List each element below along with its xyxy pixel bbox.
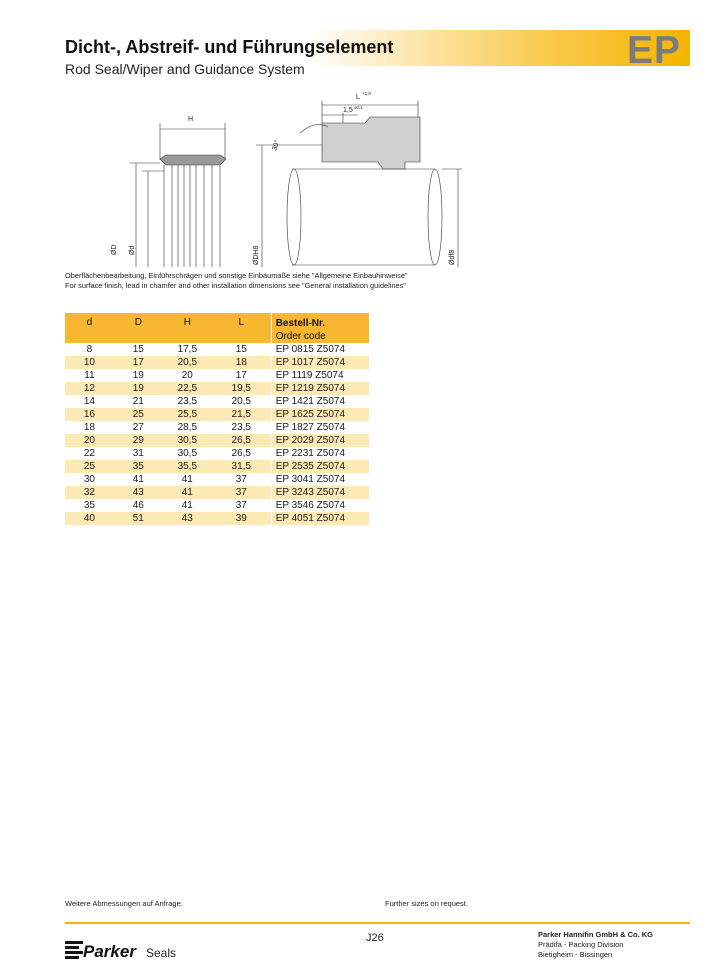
cell-order-code: EP 2029 Z5074 bbox=[271, 434, 369, 447]
cell-D: 46 bbox=[132, 500, 144, 511]
cell-D: 31 bbox=[132, 448, 144, 459]
cell-L: 20,5 bbox=[231, 396, 251, 407]
cell-order-code: EP 1827 Z5074 bbox=[271, 421, 369, 434]
dim-step-label: 1,5 bbox=[343, 107, 353, 114]
cell-L: 19,5 bbox=[212, 382, 271, 395]
page-title: Dicht-, Abstreif- und Führungselement bbox=[65, 37, 394, 57]
dim-H-label: H bbox=[188, 116, 194, 123]
logo-seals-text: Seals bbox=[146, 946, 177, 960]
cell-order-code: EP 1017 Z5074 bbox=[271, 356, 369, 369]
table-row bbox=[65, 395, 369, 408]
parker-logo bbox=[65, 938, 145, 962]
installation-note-de: Oberflächenbearbeitung, Einführschrägen und sonstige Einbaumaße siehe "Allgemeine Einbauhinweise" bbox=[65, 271, 408, 280]
technical-drawing bbox=[60, 85, 480, 275]
cell-order-code: EP 3243 Z5074 bbox=[271, 486, 369, 499]
cell-H: 43 bbox=[163, 512, 212, 525]
table-row bbox=[65, 408, 369, 421]
installation-note bbox=[65, 271, 408, 291]
cell-D: 15 bbox=[132, 344, 144, 355]
cell-L: 23,5 bbox=[231, 422, 251, 433]
page-number: J26 bbox=[366, 932, 384, 944]
cell-H: 30,5 bbox=[163, 434, 212, 447]
cell-H: 35,5 bbox=[163, 460, 212, 473]
cell-D: 17 bbox=[114, 356, 163, 369]
cell-d: 35 bbox=[83, 500, 95, 511]
cell-order-code: EP 1421 Z5074 bbox=[271, 395, 369, 408]
cell-d: 12 bbox=[65, 382, 114, 395]
cell-L: 26,5 bbox=[212, 434, 271, 447]
table-row bbox=[65, 486, 369, 499]
company-name: Parker Hannifin GmbH & Co. KG bbox=[538, 930, 654, 939]
cell-d: 20 bbox=[65, 434, 114, 447]
cell-D: 51 bbox=[114, 512, 163, 525]
cell-D: 29 bbox=[114, 434, 163, 447]
cell-H: 41 bbox=[181, 500, 193, 511]
cell-D: 25 bbox=[114, 408, 163, 421]
table-row bbox=[65, 473, 369, 486]
cell-D: 41 bbox=[132, 474, 144, 485]
footer-rule bbox=[65, 922, 690, 924]
table-row bbox=[65, 447, 369, 460]
cell-order-code: EP 1625 Z5074 bbox=[271, 408, 369, 421]
cell-D: 35 bbox=[114, 460, 163, 473]
table-row bbox=[65, 356, 369, 369]
cell-order-code: EP 2231 Z5074 bbox=[271, 447, 369, 460]
cell-d: 22 bbox=[83, 448, 95, 459]
header-order bbox=[271, 313, 369, 343]
dim-D-label: ØD bbox=[111, 244, 118, 255]
cell-L: 18 bbox=[212, 356, 271, 369]
cell-D: 21 bbox=[132, 396, 144, 407]
table-row bbox=[65, 382, 369, 395]
dim-d-label: Ød bbox=[129, 245, 136, 255]
dim-DH8-label: ØDH8 bbox=[253, 245, 260, 265]
company-city: Bietigheim - Bissingen bbox=[538, 950, 613, 959]
cell-L: 21,5 bbox=[212, 408, 271, 421]
cell-d: 25 bbox=[65, 460, 114, 473]
cell-d: 40 bbox=[65, 512, 114, 525]
cell-order-code: EP 4051 Z5074 bbox=[271, 512, 369, 525]
header-L: L bbox=[212, 313, 271, 343]
header-H: H bbox=[163, 313, 212, 343]
cell-H: 17,5 bbox=[177, 344, 198, 355]
cell-L: 15 bbox=[235, 344, 247, 355]
table-row bbox=[65, 343, 369, 356]
table-row bbox=[65, 512, 369, 525]
cell-D: 43 bbox=[114, 486, 163, 499]
cell-L: 37 bbox=[235, 500, 247, 511]
dimension-table bbox=[65, 313, 369, 525]
cell-order-code: EP 1219 Z5074 bbox=[271, 382, 369, 395]
cell-d: 10 bbox=[65, 356, 114, 369]
cell-order-code: EP 0815 Z5074 bbox=[271, 343, 369, 356]
cell-H: 41 bbox=[163, 486, 212, 499]
table-row bbox=[65, 369, 369, 382]
cell-H: 22,5 bbox=[163, 382, 212, 395]
cell-order-code: EP 2535 Z5074 bbox=[271, 460, 369, 473]
cell-D: 19 bbox=[132, 370, 144, 381]
cell-L: 26,5 bbox=[231, 448, 251, 459]
cell-order-code: EP 3041 Z5074 bbox=[271, 473, 369, 486]
series-code: EP bbox=[627, 29, 682, 72]
cell-H: 20 bbox=[181, 370, 193, 381]
page-subtitle: Rod Seal/Wiper and Guidance System bbox=[65, 61, 305, 77]
cell-H: 25,5 bbox=[163, 408, 212, 421]
header-d: d bbox=[65, 313, 114, 343]
cell-L: 39 bbox=[212, 512, 271, 525]
company-block bbox=[538, 930, 653, 960]
dim-df8-label: Ødf8 bbox=[449, 249, 456, 265]
cell-d: 16 bbox=[65, 408, 114, 421]
installation-note-en: For surface finish, lead in chamfer and other installation dimensions see "General installation guidelines" bbox=[65, 281, 406, 290]
dim-L-label: L bbox=[356, 94, 360, 101]
header-D: D bbox=[114, 313, 163, 343]
company-division: Prädifa - Packing Division bbox=[538, 940, 624, 949]
table-row bbox=[65, 499, 369, 512]
cell-H: 41 bbox=[181, 474, 193, 485]
cell-d: 14 bbox=[83, 396, 95, 407]
further-sizes-en: Further sizes on request. bbox=[385, 899, 468, 908]
cell-H: 30,5 bbox=[177, 448, 198, 459]
dim-step-tolerance: ±0,1 bbox=[354, 105, 363, 110]
cell-d: 32 bbox=[65, 486, 114, 499]
cell-D: 19 bbox=[114, 382, 163, 395]
table-header-row bbox=[65, 313, 369, 343]
cell-L: 37 bbox=[235, 474, 247, 485]
cell-L: 37 bbox=[212, 486, 271, 499]
table-row bbox=[65, 434, 369, 447]
cell-D: 27 bbox=[132, 422, 144, 433]
cell-order-code: EP 1119 Z5074 bbox=[271, 369, 369, 382]
cell-L: 31,5 bbox=[212, 460, 271, 473]
cell-H: 20,5 bbox=[163, 356, 212, 369]
cell-d: 18 bbox=[83, 422, 95, 433]
dim-L-tolerance: +1,0 bbox=[362, 91, 371, 96]
cell-d: 30 bbox=[83, 474, 95, 485]
cell-H: 23,5 bbox=[177, 396, 198, 407]
angle-label: 30° bbox=[271, 139, 282, 152]
header-order-de: Bestell-Nr. bbox=[275, 318, 326, 329]
cell-L: 17 bbox=[235, 370, 247, 381]
cell-H: 28,5 bbox=[177, 422, 198, 433]
cell-d: 8 bbox=[86, 344, 93, 355]
cell-d: 11 bbox=[84, 370, 95, 381]
parker-logo-text: Parker bbox=[83, 942, 136, 961]
further-sizes-de: Weitere Abmessungen auf Anfrage. bbox=[65, 899, 183, 908]
table-row bbox=[65, 460, 369, 473]
table-row bbox=[65, 421, 369, 434]
cell-order-code: EP 3546 Z5074 bbox=[271, 499, 369, 512]
header-order-en: Order code bbox=[275, 331, 326, 342]
